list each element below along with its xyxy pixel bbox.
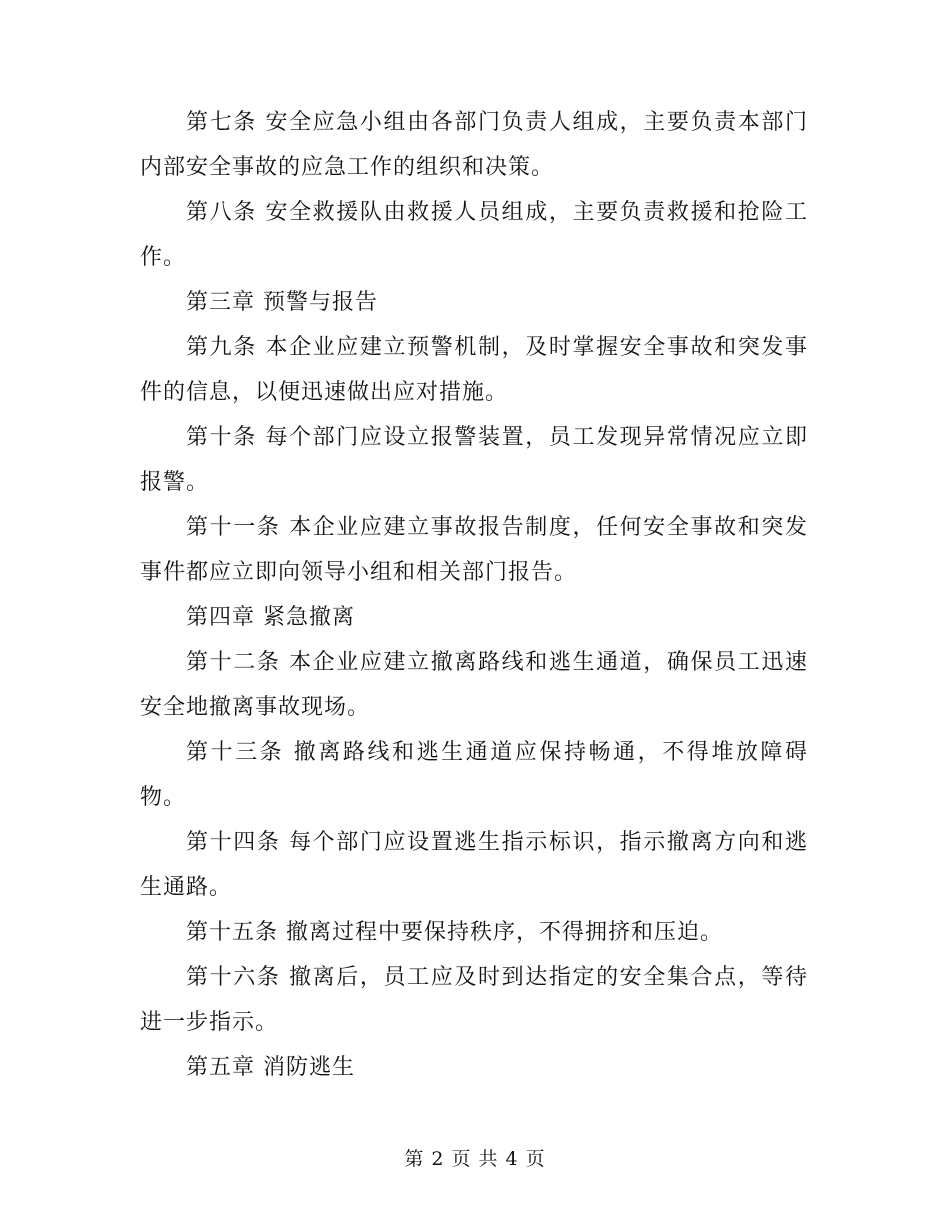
- article-8: 第八条 安全救援队由救援人员组成，主要负责救援和抢险工作。: [140, 200, 808, 270]
- chapter-3-title: 第三章 预警与报告: [186, 290, 378, 315]
- page-number: 第 2 页 共 4 页: [404, 1148, 546, 1170]
- page-footer: [0, 1146, 950, 1172]
- article-7: 第七条 安全应急小组由各部门负责人组成，主要负责本部门内部安全事故的应急工作的组织和决策。: [140, 110, 808, 180]
- article-12: 第十二条 本企业应建立撤离路线和逃生通道，确保员工迅速安全地撤离事故现场。: [140, 650, 808, 720]
- article-15: 第十五条 撤离过程中要保持秩序，不得拥挤和压迫。: [186, 920, 723, 945]
- chapter-4-title: 第四章 紧急撤离: [186, 605, 355, 630]
- chapter-5-title: 第五章 消防逃生: [186, 1055, 355, 1080]
- document-body: [140, 100, 808, 1090]
- article-9: 第九条 本企业应建立预警机制，及时掌握安全事故和突发事件的信息，以便迅速做出应对措施。: [140, 335, 808, 405]
- article-14: 第十四条 每个部门应设置逃生指示标识，指示撤离方向和逃生通路。: [140, 830, 808, 900]
- article-11: 第十一条 本企业应建立事故报告制度，任何安全事故和突发事件都应立即向领导小组和相关部门报告。: [140, 515, 808, 585]
- article-10: 第十条 每个部门应设立报警装置，员工发现异常情况应立即报警。: [140, 425, 808, 495]
- article-13: 第十三条 撤离路线和逃生通道应保持畅通，不得堆放障碍物。: [140, 740, 808, 810]
- article-16: 第十六条 撤离后，员工应及时到达指定的安全集合点，等待进一步指示。: [140, 965, 808, 1035]
